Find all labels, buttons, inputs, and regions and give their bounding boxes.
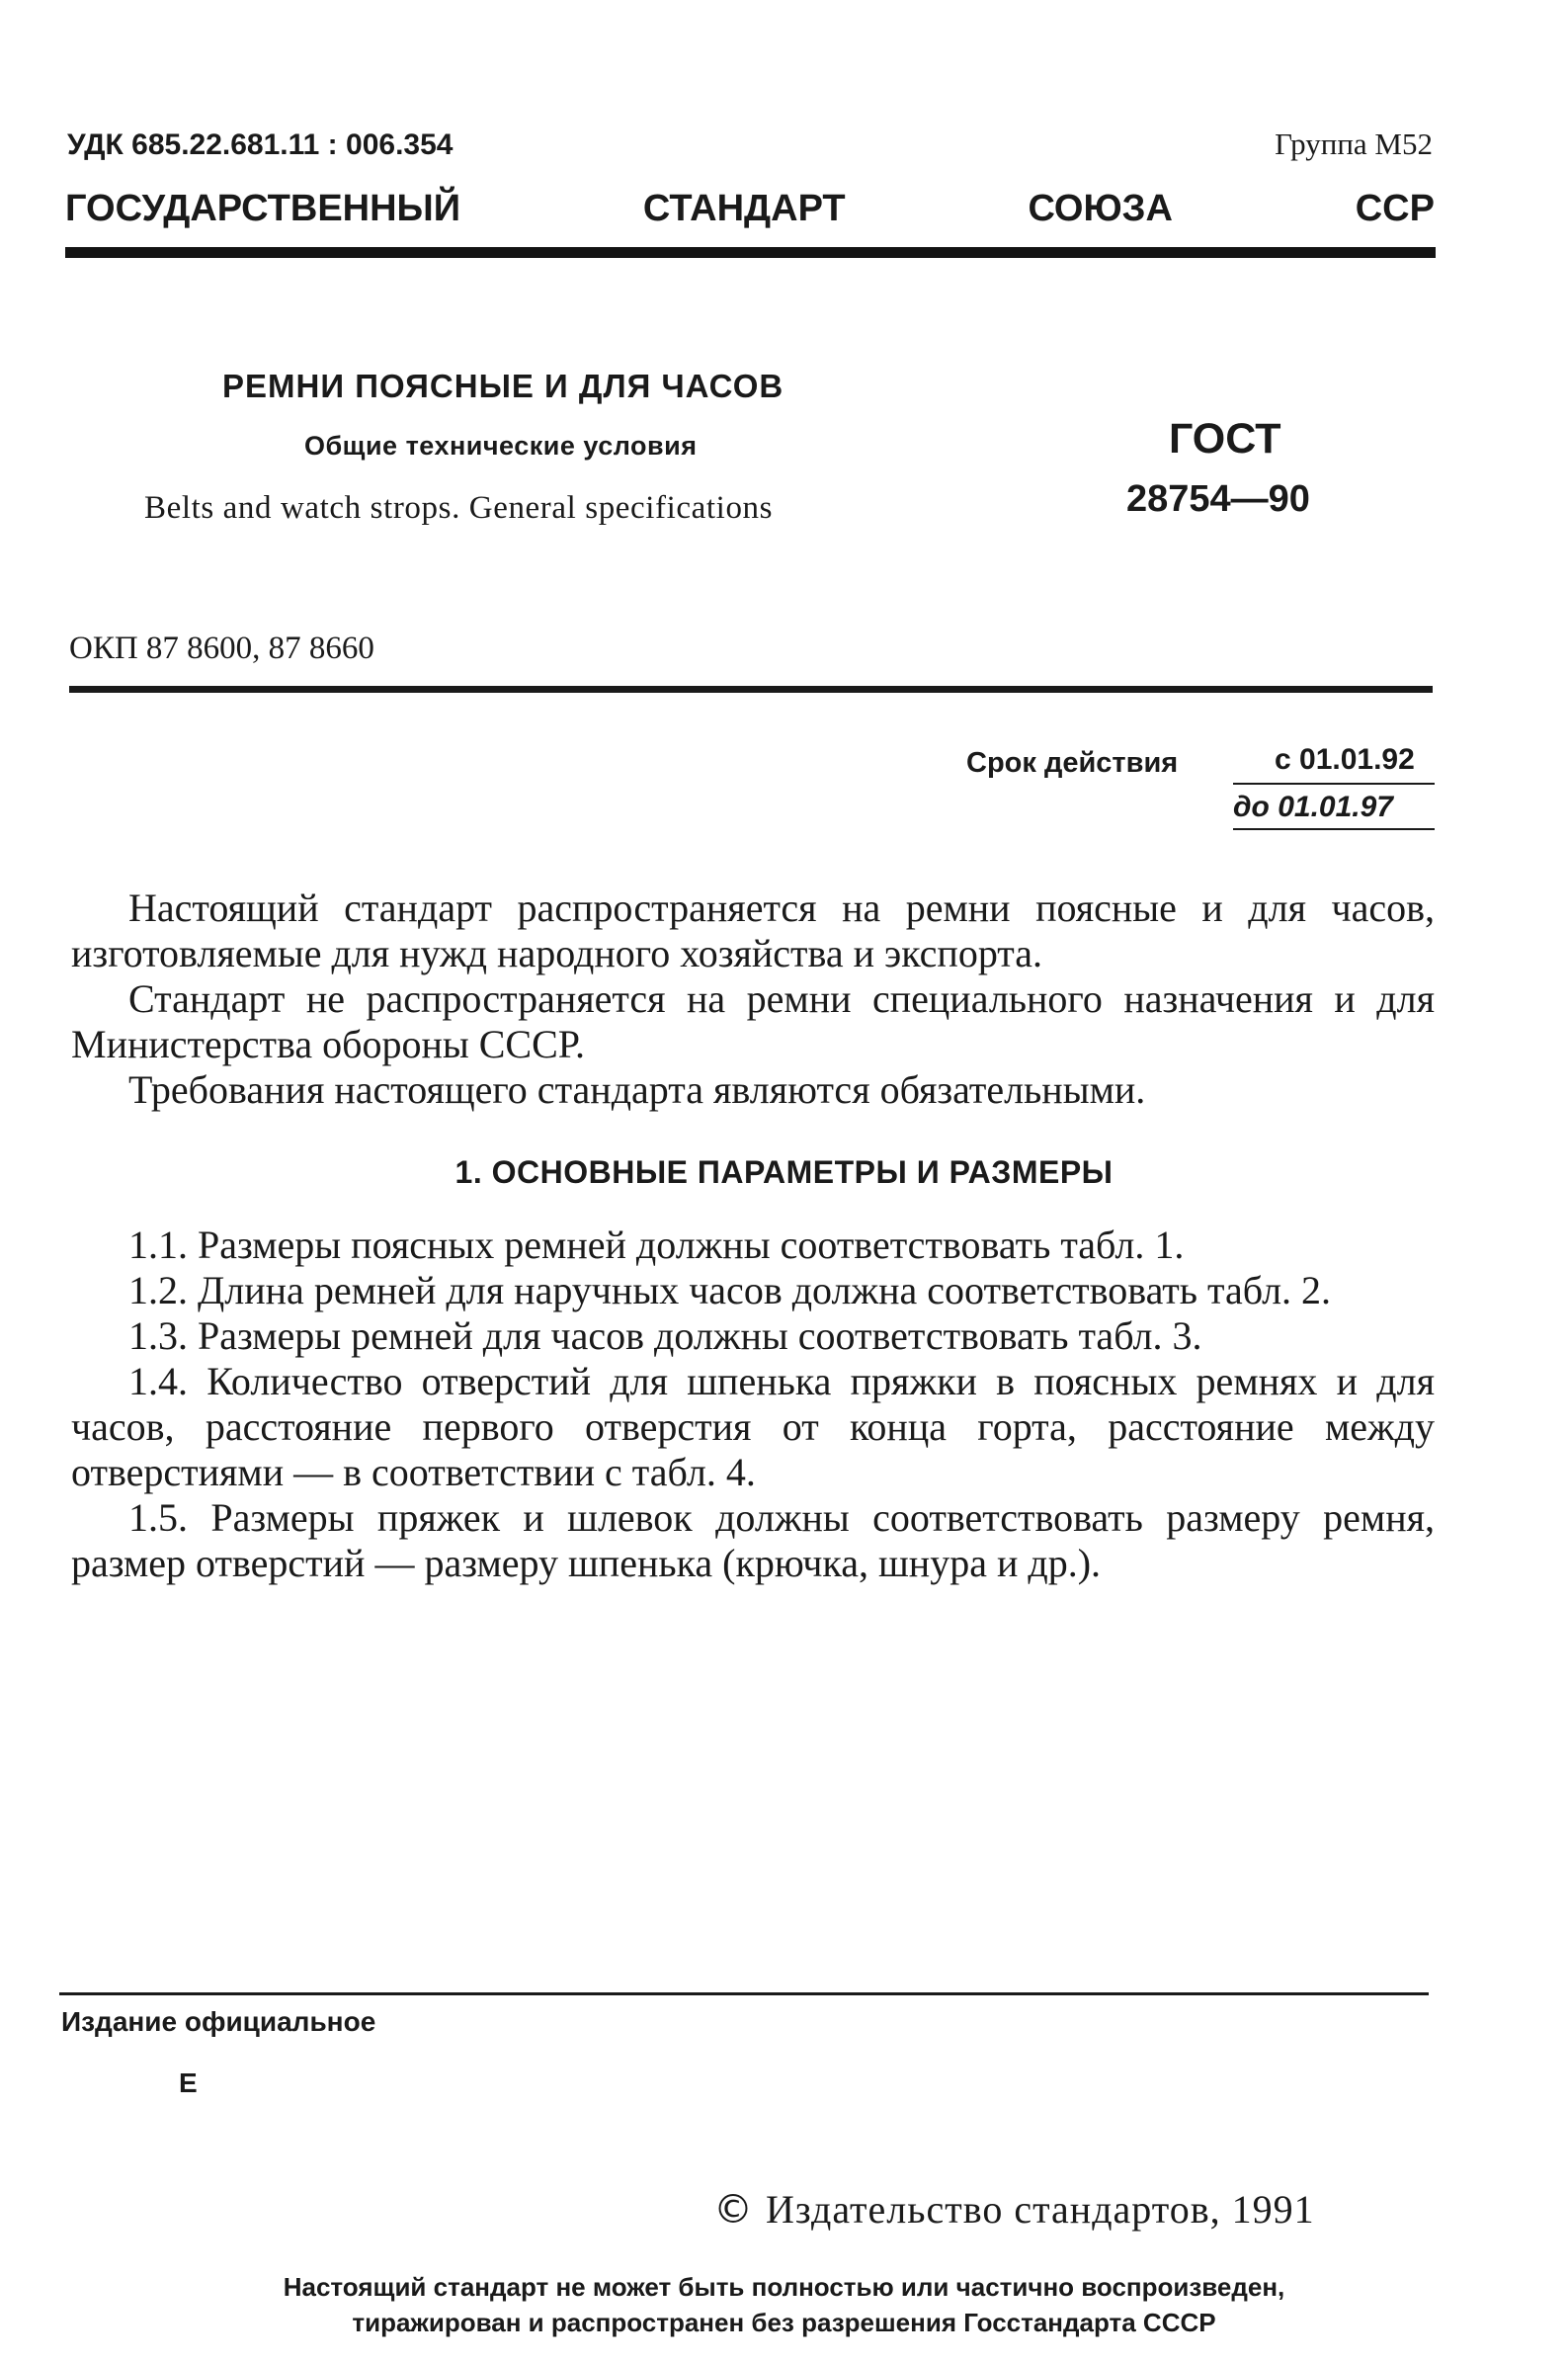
english-title: Belts and watch strops. General specifications (144, 490, 774, 526)
okp-divider (69, 686, 1433, 693)
intro-text (71, 886, 1435, 1113)
validity-label: Срок действия (966, 747, 1179, 779)
intro-paragraph-exclusion: Стандарт не распространяется на ремни специального назначения и для Министерства обороны СССР. (71, 976, 1435, 1066)
gost-number: 28754—90 (1126, 478, 1310, 520)
clause-1-5: 1.5. Размеры пряжек и шлевок должны соответствовать размеру ремня, размер отверстий — размеру шпенька (крючка, шнура и др.). (71, 1495, 1435, 1585)
section-items (71, 1223, 1435, 1586)
clause-1-1: 1.1. Размеры поясных ремней должны соответствовать табл. 1. (128, 1223, 1185, 1267)
clause-1-2: 1.2. Длина ремней для наручных часов должна соответствовать табл. 2. (128, 1268, 1332, 1312)
edition-letter: Е (179, 2067, 198, 2098)
group-code: Группа М52 (1275, 127, 1433, 161)
validity-to: до 01.01.97 (1233, 791, 1393, 823)
header-divider (65, 247, 1436, 258)
intro-paragraph-scope: Настоящий стандарт распространяется на ремни поясные и для часов, изготовляемые для нужд народного хозяйства и экспорта. (71, 886, 1435, 975)
banner-word-1: ГОСУДАРСТВЕННЫЙ (65, 188, 461, 229)
notice-line-1: Настоящий стандарт не может быть полностью или частично воспроизведен, (283, 2272, 1285, 2302)
validity-to-underline (1233, 828, 1435, 830)
banner-word-4: ССР (1355, 188, 1435, 229)
section-heading: 1. ОСНОВНЫЕ ПАРАМЕТРЫ И РАЗМЕРЫ (454, 1154, 1114, 1190)
clause-1-4: 1.4. Количество отверстий для шпенька пряжки в поясных ремнях и для часов, расстояние первого отверстия от конца горта, расстояние между отверстиями — в соответствии с табл. 4. (71, 1359, 1435, 1494)
state-standard-banner (65, 188, 1435, 230)
reproduction-notice (0, 2269, 1568, 2340)
gost-label: ГОСТ (1169, 415, 1281, 463)
copyright-icon: © (713, 2187, 754, 2233)
validity-from-underline (1233, 783, 1435, 785)
publisher-name: Издательство стандартов, 1991 (766, 2187, 1315, 2232)
clause-1-3: 1.3. Размеры ремней для часов должны соответствовать табл. 3. (128, 1313, 1202, 1358)
document-subtitle: Общие технические условия (304, 431, 698, 461)
banner-word-3: СОЮЗА (1028, 188, 1173, 229)
udk-code: УДК 685.22.681.11 : 006.354 (67, 128, 454, 161)
validity-from: с 01.01.92 (1275, 743, 1415, 776)
publisher-line (713, 2186, 1315, 2233)
intro-paragraph-mandatory: Требования настоящего стандарта являются обязательными. (128, 1067, 1146, 1112)
banner-word-2: СТАНДАРТ (642, 188, 846, 229)
okp-codes: ОКП 87 8600, 87 8660 (69, 631, 374, 666)
edition-label: Издание официальное (61, 2006, 376, 2037)
notice-line-2: тиражирован и распространен без разрешения Госстандарта СССР (352, 2308, 1216, 2337)
footer-divider (59, 1992, 1429, 1995)
document-title: РЕМНИ ПОЯСНЫЕ И ДЛЯ ЧАСОВ (222, 368, 784, 404)
